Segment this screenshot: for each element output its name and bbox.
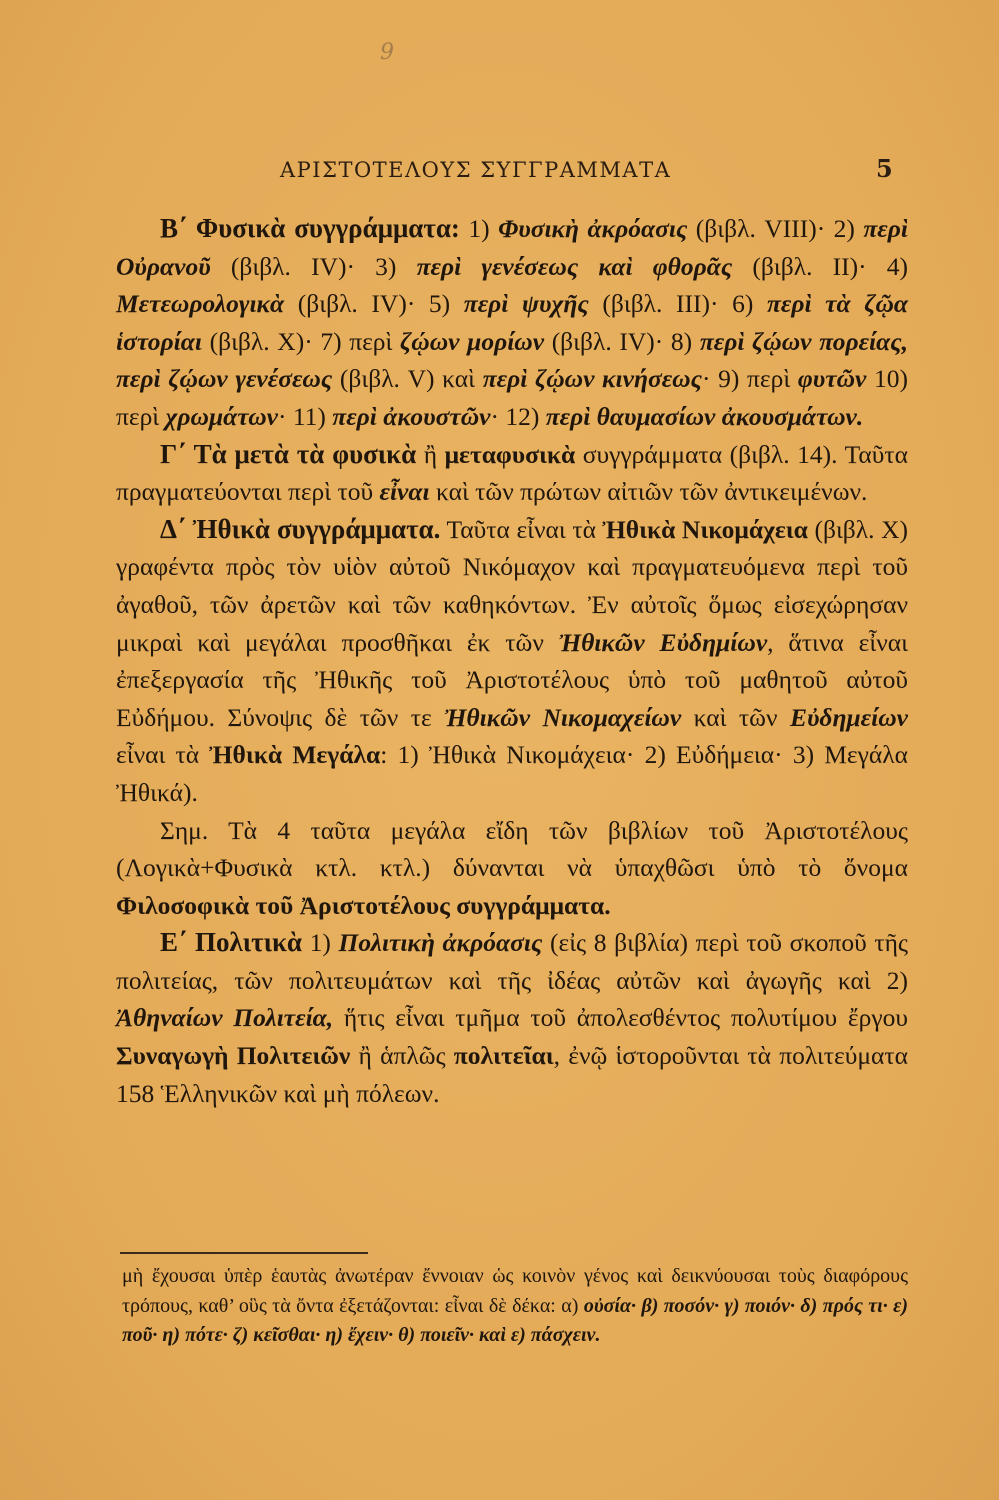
work-title: Μετεωρολογικὰ <box>116 289 285 319</box>
work-title: περὶ γενέσεως καὶ φθορᾶς <box>416 251 733 281</box>
running-head: ΑΡΙΣΤΟΤΕΛΟΥΣ ΣΥΓΓΡΑΜΜΑΤΑ <box>280 158 672 182</box>
text-run: (βιβλ. IV)· 8) <box>544 326 700 356</box>
work-title: χρωμάτων <box>165 401 278 431</box>
emphasis: μεταφυσικὰ <box>444 439 576 469</box>
work-title: πολιτεῖαι <box>453 1041 554 1071</box>
work-title: περὶ ζῴων κινήσεως <box>482 364 702 394</box>
text-run: ἢ <box>416 439 445 469</box>
work-title: Πολιτικὴ ἀκρόασις <box>338 928 543 958</box>
section-g-heading: Γ΄ Τὰ μετὰ τὰ φυσικὰ <box>160 438 417 469</box>
work-title: Ἠθικὰ Μεγάλα <box>209 740 381 770</box>
text-run: (βιβλ. VIII)· 2) <box>687 214 864 243</box>
text-run: (βιβλ. III)· 6) <box>588 289 767 319</box>
text-run: · 11) <box>277 401 333 431</box>
work-title: περὶ ψυχῆς <box>463 289 589 319</box>
text-run: · 9) περὶ <box>701 364 798 394</box>
footnote <box>122 1262 908 1351</box>
work-title: περὶ τὰ ζῷα ἱστορίαι <box>116 289 908 356</box>
work-title: Συναγωγὴ Πολιτειῶν <box>116 1041 351 1071</box>
page-number: 5 <box>876 154 893 183</box>
emphasis: Φιλοσοφικὰ τοῦ Ἀριστοτέλους συγγράμματα. <box>116 890 611 920</box>
text-run: ἢ ἁπλῶς <box>350 1041 454 1071</box>
text-run: (βιβλ. II)· 4) <box>732 251 909 281</box>
footnote-rule <box>120 1252 368 1254</box>
work-title: Ἀθηναίων Πολιτεία, <box>116 1003 334 1033</box>
work-title: φυτῶν <box>797 364 867 394</box>
work-title: περὶ ἀκουστῶν <box>332 401 491 431</box>
section-g-paragraph <box>116 436 908 511</box>
work-title: Φυσικὴ ἀκρόασις <box>498 214 688 243</box>
text-run: Σημ. Τὰ 4 ταῦτα μεγάλα εἴδη τῶν βιβλίων τοῦ Ἀριστοτέλους (Λογικὰ+Φυσικὰ κτλ. κτλ.) δύνανται νὰ ὑπαχθῶσι ὑπὸ τὸ ὄνομα <box>116 815 908 883</box>
pencil-mark: 9 <box>380 40 394 65</box>
section-d-paragraph <box>116 511 908 812</box>
text-run: (βιβλ. IV)· 5) <box>284 289 464 319</box>
text-run: 1) <box>302 928 339 958</box>
text-run: ἥτις εἶναι τμῆμα τοῦ ἀπολεσθέντος πολυτίμου ἔργου <box>333 1003 908 1033</box>
work-title: Ἠθικῶν Νικομαχείων <box>444 702 682 732</box>
main-text <box>116 210 908 1112</box>
work-title: Ἠθικῶν Εὐδημίων <box>558 627 768 657</box>
work-title: περὶ ζῴων πορείας, περὶ ζῴων γενέσεως <box>116 326 908 394</box>
emphasis: εἶναι <box>379 477 430 507</box>
categories-list: οὐσία· β) ποσόν· γ) ποιόν· δ) πρός τι· ε) ποῦ· η) πότε· ζ) κεῖσθαι· η) ἔχειν· θ) ποιεῖν· καὶ ε) πάσχειν. <box>122 1294 909 1346</box>
text-run: (εἰς 8 βιβλία) περὶ τοῦ σκοποῦ τῆς πολιτείας, τῶν πολιτευμάτων καὶ τῆς ἰδέας αὐτῶν καὶ ἀγωγῆς καὶ 2) <box>116 928 909 995</box>
text-run: καὶ τῶν <box>681 702 790 732</box>
text-run: Ταῦτα εἶναι τὰ <box>440 514 603 544</box>
text-run: (βιβλ. V) καὶ <box>332 364 483 394</box>
text-run: 10) περὶ <box>116 364 909 431</box>
work-title: περὶ θαυμασίων ἀκουσμάτων. <box>545 401 864 431</box>
text-run: : 1) Ἠθικὰ Νικομάχεια· 2) Εὐδήμεια· 3) Μεγάλα Ἠθικά). <box>116 740 908 807</box>
text-run: , ἅτινα εἶναι ἐπεξεργασία τῆς Ἠθικῆς τοῦ Ἀριστοτέλους ὑπὸ τοῦ μαθητοῦ αὐτοῦ Εὐδήμου. Σύνοψις δὲ τῶν τε <box>116 627 908 732</box>
footnote-text: μὴ ἔχουσαι ὑπὲρ ἑαυτὰς ἀνωτέραν ἔννοιαν ὡς κοινὸν γένος καὶ δεικνύουσαι τοὺς διαφόρους τρόπους, καθ’ οὓς τὰ ὄντα ἐξετάζονται: εἶναι δὲ δέκα: α) <box>122 1265 908 1317</box>
work-title: Ἠθικὰ Νικομάχεια <box>602 514 808 544</box>
text-run: 1) <box>459 214 499 243</box>
text-run: συγγράμματα (βιβλ. 14). Ταῦτα πραγματεύονται περὶ τοῦ <box>116 439 909 507</box>
work-title: περὶ Οὐρανοῦ <box>116 214 908 281</box>
text-run: καὶ τῶν πρώτων αἰτιῶν τῶν ἀντικειμένων. <box>429 477 868 507</box>
text-run: (βιβλ. X)· 7) περὶ <box>201 326 401 356</box>
section-d-heading: Δ΄ Ἠθικὰ συγγράμματα. <box>160 513 441 544</box>
text-run: εἶναι τὰ <box>116 740 210 770</box>
text-run: (βιβλ. X) γραφέντα πρὸς τὸν υἱὸν αὐτοῦ Νικόμαχον καὶ πραγματευόμενα περὶ τοῦ ἀγαθοῦ, τῶν ἀρετῶν καὶ τῶν καθηκόντων. Ἐν αὐτοῖς ὅμως εἰσεχώρησαν μικραὶ καὶ μεγάλαι προσθῆκαι ἐκ τῶν <box>116 514 908 657</box>
text-run: (βιβλ. IV)· 3) <box>210 251 417 281</box>
section-e-paragraph <box>116 924 908 1112</box>
note-paragraph <box>116 812 908 925</box>
section-b-paragraph <box>116 210 908 436</box>
section-b-heading: Β΄ Φυσικὰ συγγράμματα: <box>160 213 460 243</box>
work-title: Εὐδημείων <box>789 702 908 732</box>
text-run: , ἐνῷ ἱστοροῦνται τὰ πολιτεύματα 158 Ἑλληνικῶν καὶ μὴ πόλεων. <box>116 1041 908 1108</box>
section-e-heading: Ε΄ Πολιτικὰ <box>160 927 303 958</box>
text-run: · 12) <box>490 401 546 431</box>
work-title: ζῴων μορίων <box>400 326 545 356</box>
